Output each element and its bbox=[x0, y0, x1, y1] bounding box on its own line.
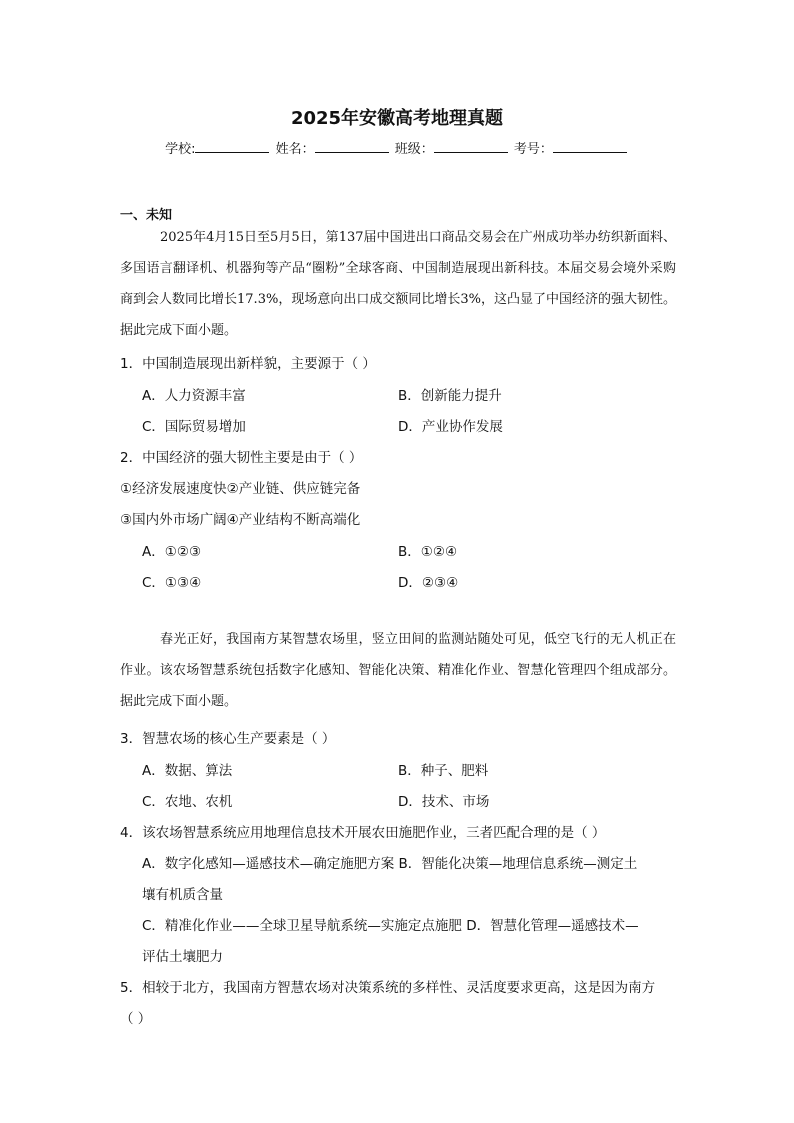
q4-options-line-1: A．数字化感知—遥感技术—确定施肥方案 B．智能化决策—地理信息系统—测定土 bbox=[142, 856, 638, 872]
q3-option-a: A．数据、算法 bbox=[142, 763, 233, 779]
q2-option-d: D．②③④ bbox=[398, 575, 459, 591]
name-blank[interactable] bbox=[315, 138, 389, 153]
q2-option-a: A．①②③ bbox=[142, 544, 202, 560]
q3-option-b: B．种子、肥料 bbox=[398, 763, 489, 779]
q1-option-b: B．创新能力提升 bbox=[398, 388, 502, 404]
section-heading: 一、未知 bbox=[120, 208, 173, 223]
q3-option-d: D．技术、市场 bbox=[398, 794, 490, 810]
page-title: 2025年安徽高考地理真题 bbox=[290, 108, 504, 129]
question-3-stem: 3．智慧农场的核心生产要素是（ ） bbox=[120, 731, 336, 747]
reading-passage-1: 2025年4月15日至5月5日，第137届中国进出口商品交易会在广州成功举办纺织新面料、多国语言翻译机、机器狗等产品“圈粉”全球客商、中国制造展现出新科技。本届交易会境外采购商到会人数同比增长17.3%，现场意向出口成交额同比增长3%，这凸显了中国经济的强大韧性。据此完成下面小题。 bbox=[120, 230, 676, 338]
q2-statement-line-1: ①经济发展速度快②产业链、供应链完备 bbox=[120, 481, 361, 497]
q2-option-c: C．①③④ bbox=[142, 575, 202, 591]
question-2-stem: 2．中国经济的强大韧性主要是由于（ ） bbox=[120, 450, 363, 466]
q1-option-c: C．国际贸易增加 bbox=[142, 419, 246, 435]
number-blank[interactable] bbox=[553, 138, 627, 153]
student-info-line bbox=[0, 138, 794, 157]
school-label: 学校: bbox=[165, 142, 196, 157]
question-5-stem-continued: （ ） bbox=[120, 1011, 152, 1027]
reading-passage-2: 春光正好，我国南方某智慧农场里，竖立田间的监测站随处可见，低空飞行的无人机正在作业。该农场智慧系统包括数字化感知、智能化决策、精准化作业、智慧化管理四个组成部分。据此完成下面小题。 bbox=[120, 632, 676, 709]
q4-options-line-2: 壤有机质含量 bbox=[142, 887, 223, 903]
q1-option-d: D．产业协作发展 bbox=[398, 419, 503, 435]
q1-option-a: A．人力资源丰富 bbox=[142, 388, 246, 404]
q4-options-line-3: C．精准化作业——全球卫星导航系统—实施定点施肥 D．智慧化管理—遥感技术— bbox=[142, 918, 639, 934]
class-label: 班级： bbox=[394, 142, 434, 157]
q2-option-b: B．①②④ bbox=[398, 544, 458, 560]
question-5-stem: 5．相较于北方，我国南方智慧农场对决策系统的多样性、灵活度要求更高，这是因为南方 bbox=[120, 980, 656, 996]
q3-option-c: C．农地、农机 bbox=[142, 794, 233, 810]
school-blank[interactable] bbox=[195, 138, 269, 153]
q2-statement-line-2: ③国内外市场广阔④产业结构不断高端化 bbox=[120, 512, 361, 528]
q4-options-line-4: 评估土壤肥力 bbox=[142, 949, 223, 965]
question-1-stem: 1．中国制造展现出新样貌，主要源于（ ） bbox=[120, 356, 376, 372]
name-label: 姓名： bbox=[275, 142, 315, 157]
class-blank[interactable] bbox=[434, 138, 508, 153]
number-label: 考号： bbox=[513, 142, 553, 157]
question-4-stem: 4．该农场智慧系统应用地理信息技术开展农田施肥作业，三者匹配合理的是（ ） bbox=[120, 825, 606, 841]
